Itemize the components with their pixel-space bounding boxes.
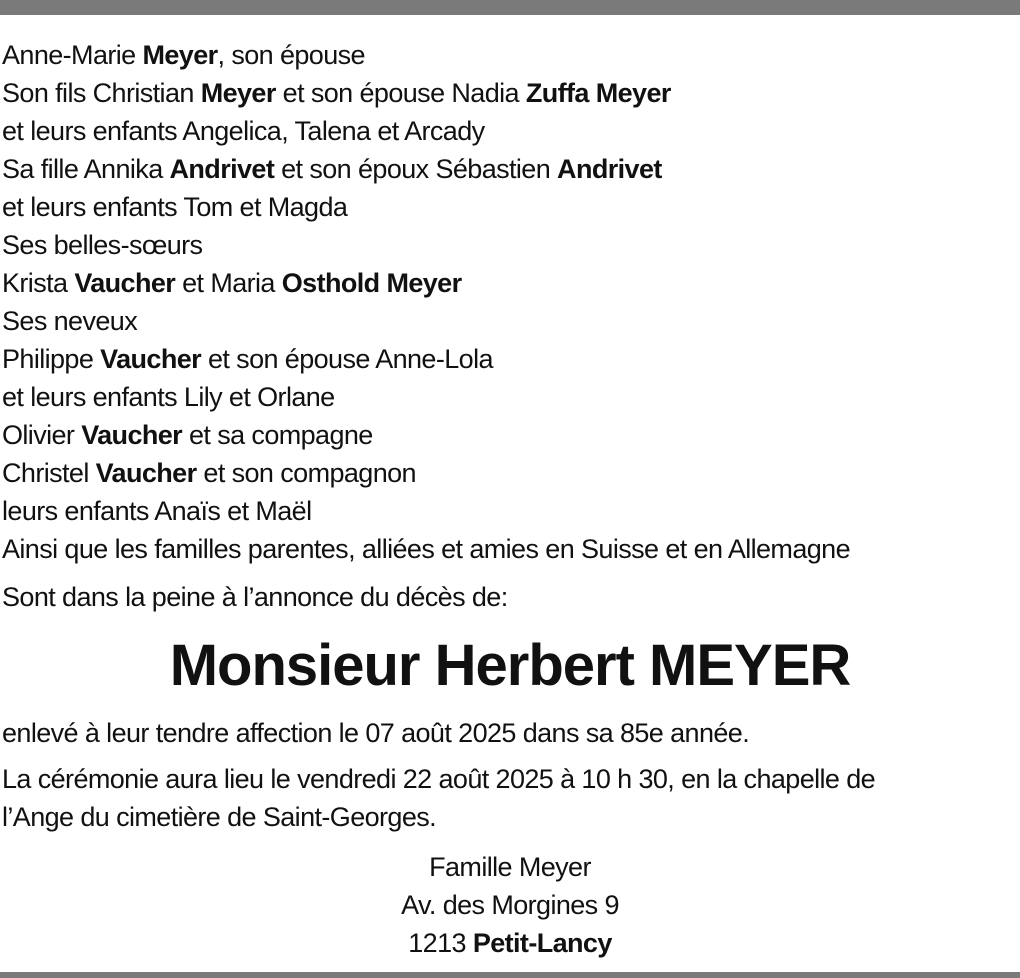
family-surname: Meyer <box>200 78 276 108</box>
family-surname: Zuffa Meyer <box>525 78 671 108</box>
family-line <box>2 112 1018 150</box>
family-text: Anne-Marie <box>2 40 143 70</box>
family-line <box>2 416 1018 454</box>
family-text: Ses neveux <box>2 306 138 336</box>
ceremony-line-2: l’Ange du cimetière de Saint-Georges. <box>2 802 437 832</box>
family-surname: Andrivet <box>557 154 662 184</box>
top-rule <box>0 0 1020 15</box>
family-text: Son fils Christian <box>2 78 201 108</box>
signature-city: Petit-Lancy <box>472 928 612 958</box>
family-text: et sa compagne <box>182 420 373 450</box>
deceased-name: Monsieur Herbert MEYER <box>169 633 851 698</box>
family-text: Krista <box>2 268 75 298</box>
family-line <box>2 150 1018 188</box>
family-text: et leurs enfants Lily et Orlane <box>2 382 335 412</box>
family-text: et Maria <box>175 268 282 298</box>
signature-family: Famille Meyer <box>429 852 591 882</box>
death-statement: enlevé à leur tendre affection le 07 août 2025 dans sa 85e année. <box>2 718 750 748</box>
family-text: Olivier <box>2 420 82 450</box>
family-line <box>2 264 1018 302</box>
family-text: et son époux Sébastien <box>274 154 558 184</box>
family-text: et son épouse Nadia <box>275 78 526 108</box>
family-line <box>2 226 1018 264</box>
family-line <box>2 378 1018 416</box>
family-text: et son épouse Anne-Lola <box>201 344 493 374</box>
family-surname: Vaucher <box>100 344 202 374</box>
family-text: Ses belles-sœurs <box>2 230 203 260</box>
ceremony-line-1: La cérémonie aura lieu le vendredi 22 août 2025 à 10 h 30, en la chapelle de <box>2 764 876 794</box>
signature-city-line <box>2 924 1018 962</box>
family-surname: Andrivet <box>169 154 275 184</box>
family-surname: Vaucher <box>81 420 183 450</box>
family-text: et leurs enfants Angelica, Talena et Arcady <box>2 116 485 146</box>
bottom-rule <box>0 972 1020 978</box>
family-line <box>2 454 1018 492</box>
family-text: et leurs enfants Tom et Magda <box>2 192 348 222</box>
family-address <box>2 848 1018 962</box>
ceremony-details <box>2 760 1018 836</box>
family-line <box>2 340 1018 378</box>
family-surname: Vaucher <box>74 268 176 298</box>
family-line <box>2 36 1018 74</box>
obituary-notice <box>2 36 1018 962</box>
family-surname: Vaucher <box>95 458 197 488</box>
family-text: Ainsi que les familles parentes, alliées et amies en Suisse et en Allemagne <box>2 534 850 564</box>
announcement-intro: Sont dans la peine à l’annonce du décès de: <box>2 582 508 612</box>
family-surname: Meyer <box>142 40 218 70</box>
family-text: et son compagnon <box>196 458 416 488</box>
family-text: Sa fille Annika <box>2 154 170 184</box>
family-line <box>2 530 1018 568</box>
family-line <box>2 188 1018 226</box>
family-line <box>2 302 1018 340</box>
family-text: Christel <box>2 458 96 488</box>
family-line <box>2 492 1018 530</box>
signature-postcode: 1213 <box>408 928 466 958</box>
family-surname: Osthold Meyer <box>281 268 462 298</box>
family-text: Philippe <box>2 344 101 374</box>
family-list <box>2 36 1018 568</box>
family-line <box>2 74 1018 112</box>
family-text: , son épouse <box>217 40 365 70</box>
family-text: leurs enfants Anaïs et Maël <box>2 496 312 526</box>
signature-street: Av. des Morgines 9 <box>401 890 619 920</box>
